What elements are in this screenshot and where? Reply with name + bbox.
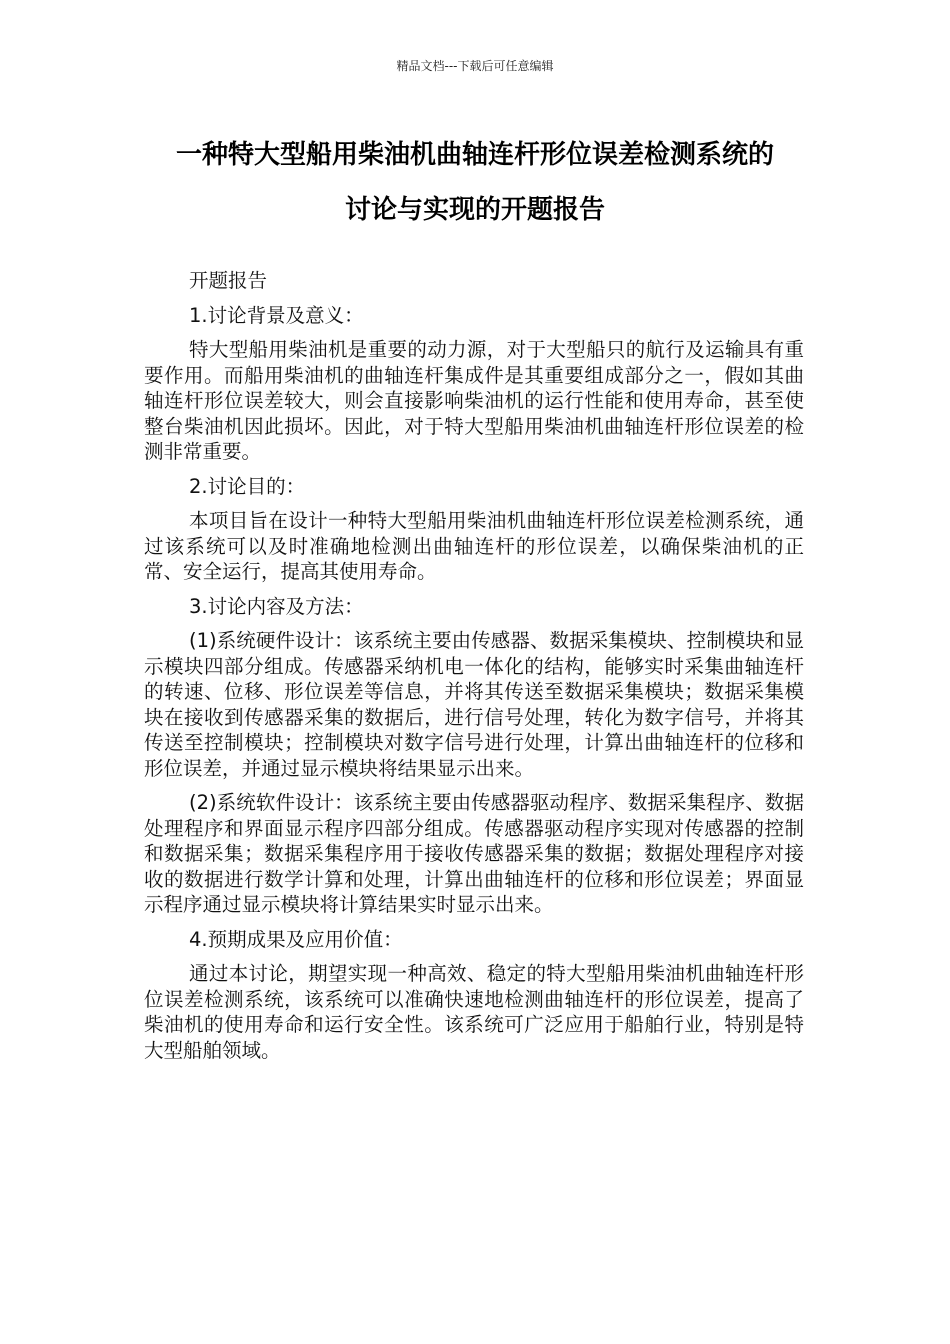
section-3-paragraph-1: (1)系统硬件设计：该系统主要由传感器、数据采集模块、控制模块和显示模块四部分组成。传感器采纳机电一体化的结构，能够实时采集曲轴连杆的转速、位移、形位误差等信息，并将其传送至数据采集模块；数据采集模块在接收到传感器采集的数据后，进行信号处理，转化为数字信号，并将其传送至控制模块；控制模块对数字信号进行处理，计算出曲轴连杆的位移和形位误差，并通过显示模块将结果显示出来。 [144,629,804,780]
section-3-heading: 3.讨论内容及方法： [189,594,364,618]
section-4-paragraph: 通过本讨论，期望实现一种高效、稳定的特大型船用柴油机曲轴连杆形位误差检测系统，该系统可以准确快速地检测曲轴连杆的形位误差，提高了柴油机的使用寿命和运行安全性。该系统可广泛应用于船舶行业，特别是特大型船舶领域。 [144,962,804,1062]
section-1-paragraph: 特大型船用柴油机是重要的动力源，对于大型船只的航行及运输具有重要作用。而船用柴油机的曲轴连杆集成件是其重要组成部分之一，假如其曲轴连杆形位误差较大，则会直接影响柴油机的运行性能和使用寿命，甚至使整台柴油机因此损坏。因此，对于特大型船用柴油机曲轴连杆形位误差的检测非常重要。 [144,338,804,463]
section-1-heading: 1.讨论背景及意义： [189,303,364,327]
document-title-line-2: 讨论与实现的开题报告 [344,195,605,225]
section-3-paragraph-2: (2)系统软件设计：该系统主要由传感器驱动程序、数据采集程序、数据处理程序和界面显示程序四部分组成。传感器驱动程序实现对传感器的控制和数据采集；数据采集程序用于接收传感器采集的数据；数据处理程序对接收的数据进行数学计算和处理，计算出曲轴连杆的位移和形位误差；界面显示程序通过显示模块将计算结果实时显示出来。 [144,791,804,916]
section-2-paragraph: 本项目旨在设计一种特大型船用柴油机曲轴连杆形位误差检测系统，通过该系统可以及时准确地检测出曲轴连杆的形位误差，以确保柴油机的正常、安全运行，提高其使用寿命。 [144,509,804,583]
section-2-heading: 2.讨论目的： [189,474,306,498]
report-label: 开题报告 [189,269,268,292]
section-4-heading: 4.预期成果及应用价值： [189,927,403,951]
document-body [144,268,804,1072]
document-title-line-1: 一种特大型船用柴油机曲轴连杆形位误差检测系统的 [175,140,774,170]
header-note: 精品文档---下载后可任意编辑 [396,59,554,73]
